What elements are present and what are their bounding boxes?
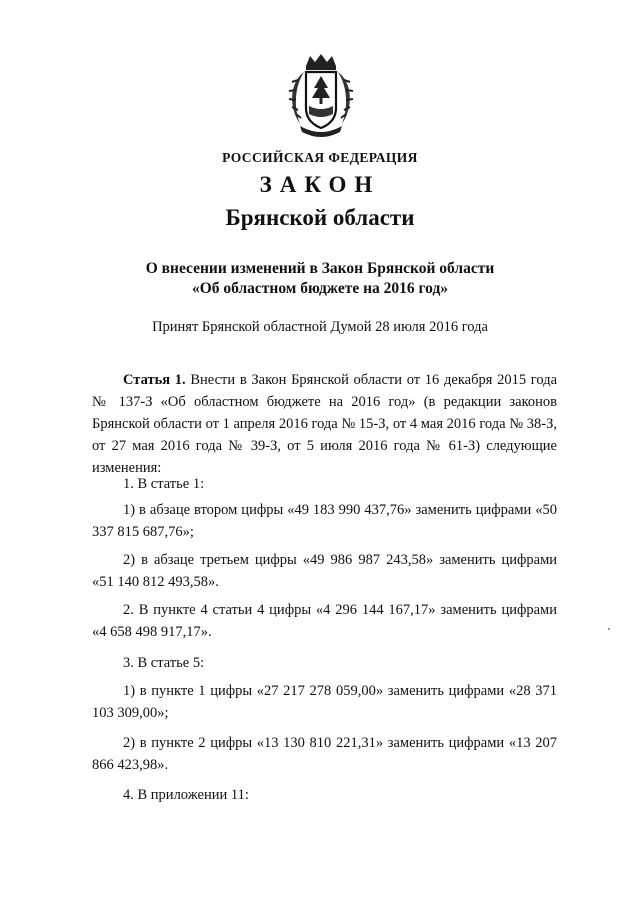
adoption-note: Принят Брянской областной Думой 28 июля 2016 года	[152, 319, 488, 335]
list-item: 1) в абзаце втором цифры «49 183 990 437,76» заменить цифрами «50 337 815 687,76»;	[92, 502, 557, 540]
list-item: 2) в пункте 2 цифры «13 130 810 221,31» заменить цифрами «13 207 866 423,98».	[92, 735, 557, 773]
document-type-title: ЗАКОН	[259, 172, 381, 197]
region-name: Брянской области	[225, 205, 415, 230]
list-item: 3. В статье 5:	[123, 655, 205, 671]
country-name: РОССИЙСКАЯ ФЕДЕРАЦИЯ	[222, 150, 418, 165]
law-subject	[0, 259, 640, 299]
article-1-label: Статья 1.	[123, 372, 186, 388]
list-item: 2) в абзаце третьем цифры «49 986 987 243,58» заменить цифрами «51 140 812 493,58».	[92, 552, 557, 590]
law-subject-line-2: «Об областном бюджете на 2016 год»	[191, 280, 449, 297]
law-subject-line-1: О внесении изменений в Закон Брянской области	[145, 260, 495, 277]
coat-of-arms-emblem	[284, 52, 358, 140]
list-item: 4. В приложении 11:	[123, 787, 249, 803]
scan-speck	[608, 628, 610, 630]
list-item: 1. В статье 1:	[123, 476, 205, 492]
article-1-paragraph	[92, 369, 557, 479]
article-1-text: Внести в Закон Брянской области от 16 декабря 2015 года № 137-З «Об областном бюджете на 2016 год» (в редакции законов Брянской области от 1 апреля 2016 года № 15-З, от 4 мая 2016 года № 38-З, от 27 мая 2016 года № 39-З, от 5 июля 2016 года № 61-З) следующие изменения:	[92, 372, 558, 476]
list-item: 1) в пункте 1 цифры «27 217 278 059,00» заменить цифрами «28 371 103 309,00»;	[92, 683, 557, 721]
list-item: 2. В пункте 4 статьи 4 цифры «4 296 144 167,17» заменить цифрами «4 658 498 917,17».	[92, 602, 557, 640]
